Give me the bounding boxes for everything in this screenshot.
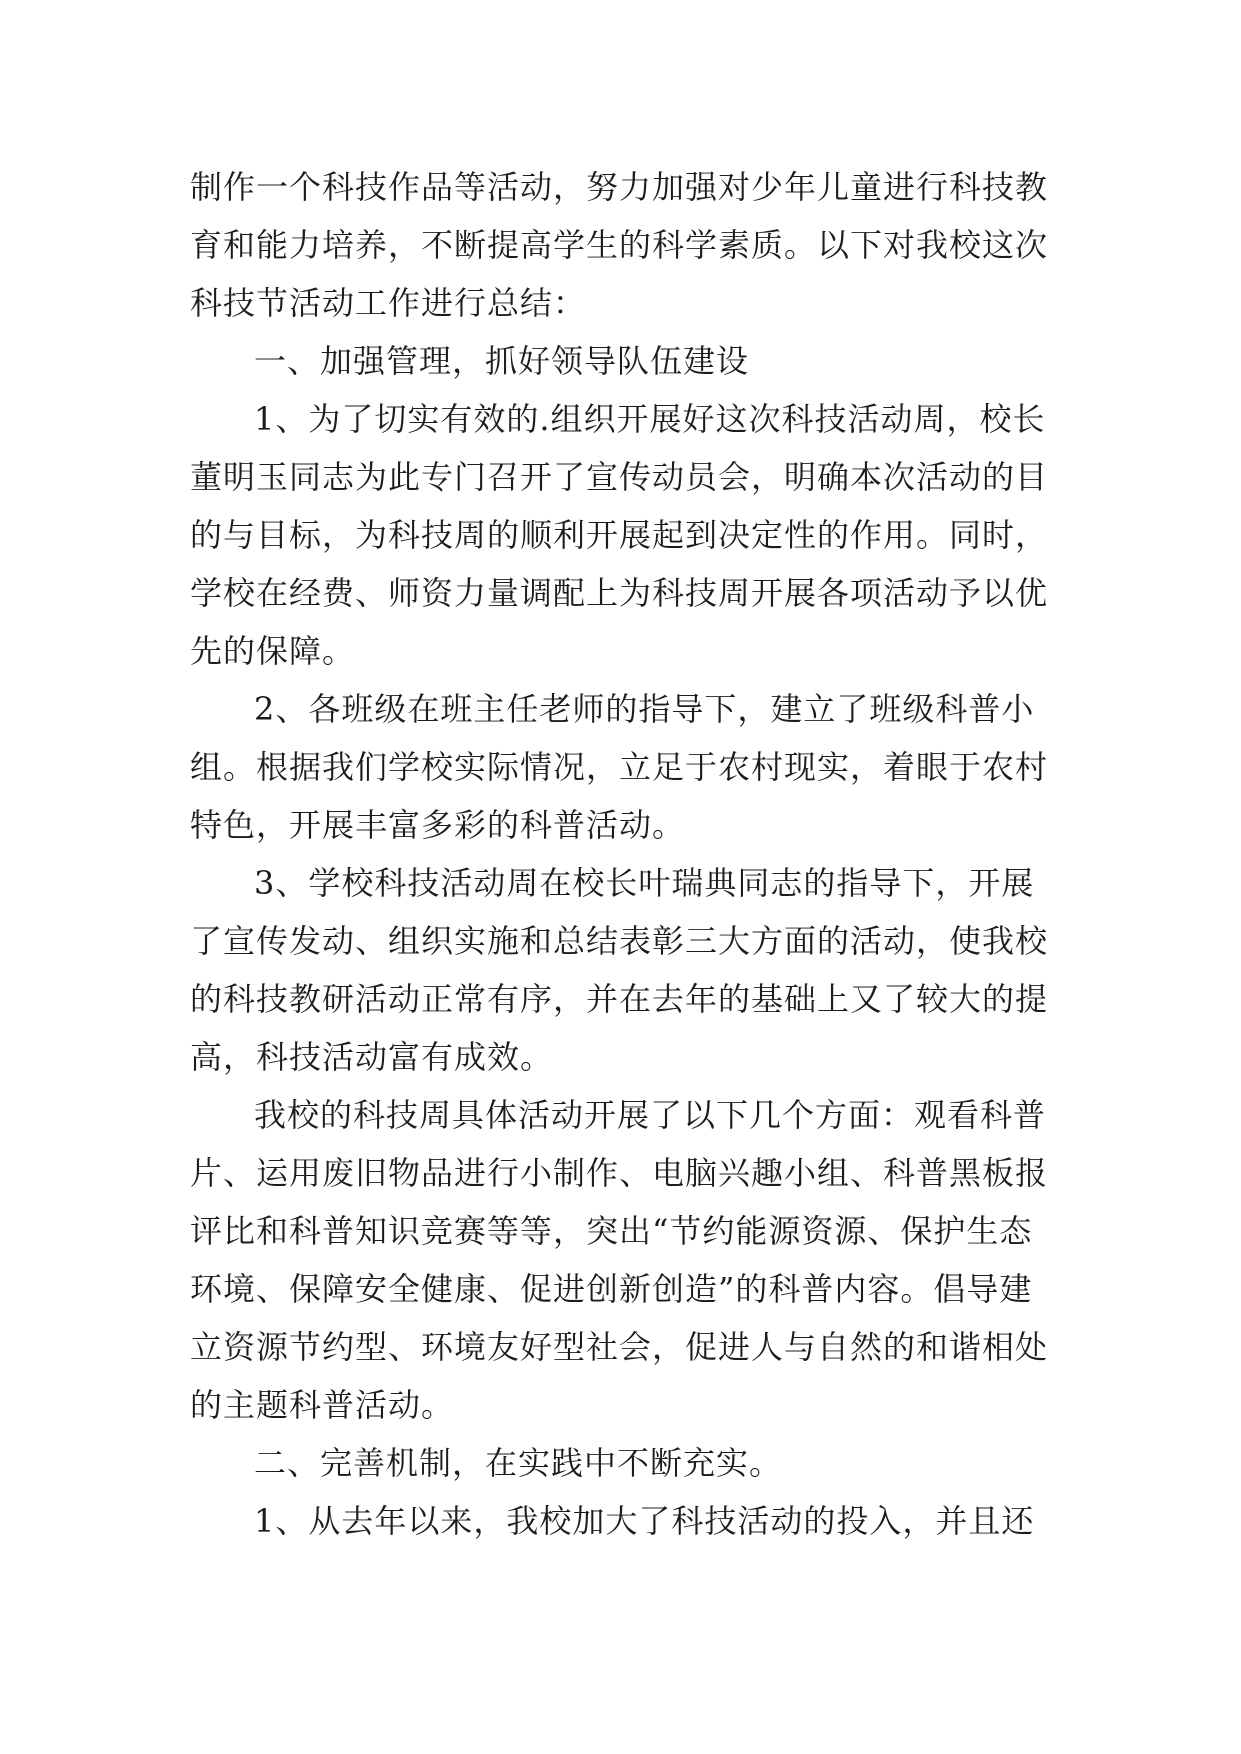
text-line: 特色，开展丰富多彩的科普活动。 [190,806,686,844]
text-line: 1、从去年以来，我校加大了科技活动的投入，并且还 [254,1502,1035,1540]
text-line: 的科技教研活动正常有序，并在去年的基础上又了较大的提 [190,980,1049,1018]
text-line: 董明玉同志为此专门召开了宣传动员会，明确本次活动的目 [190,458,1049,496]
section-heading: 一、加强管理，抓好领导队伍建设 [254,342,750,380]
text-line: 我校的科技周具体活动开展了以下几个方面：观看科普 [254,1096,1047,1134]
text-line: 制作一个科技作品等活动，努力加强对少年儿童进行科技教 [190,168,1049,206]
text-line: 学校在经费、师资力量调配上为科技周开展各项活动予以优 [190,574,1049,612]
text-line: 的与目标，为科技周的顺利开展起到决定性的作用。同时， [190,516,1049,554]
text-line: 高，科技活动富有成效。 [190,1038,554,1076]
text-line: 先的保障。 [190,632,356,670]
text-line: 育和能力培养，不断提高学生的科学素质。以下对我校这次 [190,226,1049,264]
text-line: 了宣传发动、组织实施和总结表彰三大方面的活动，使我校 [190,922,1049,960]
text-line: 3、学校科技活动周在校长叶瑞典同志的指导下，开展 [254,864,1035,902]
text-line: 科技节活动工作进行总结： [190,284,587,322]
text-line: 1、为了切实有效的.组织开展好这次科技活动周，校长 [254,400,1046,438]
text-line: 2、各班级在班主任老师的指导下，建立了班级科普小 [254,690,1035,728]
text-line: 环境、保障安全健康、促进创新创造”的科普内容。倡导建 [190,1270,1033,1308]
text-line: 组。根据我们学校实际情况，立足于农村现实，着眼于农村 [190,748,1049,786]
text-line: 立资源节约型、环境友好型社会，促进人与自然的和谐相处 [190,1328,1049,1366]
text-line: 评比和科普知识竞赛等等，突出“节约能源资源、保护生态 [190,1212,1033,1250]
text-line: 片、运用废旧物品进行小制作、电脑兴趣小组、科普黑板报 [190,1154,1049,1192]
text-line: 的主题科普活动。 [190,1386,455,1424]
section-heading: 二、完善机制，在实践中不断充实。 [254,1444,783,1482]
